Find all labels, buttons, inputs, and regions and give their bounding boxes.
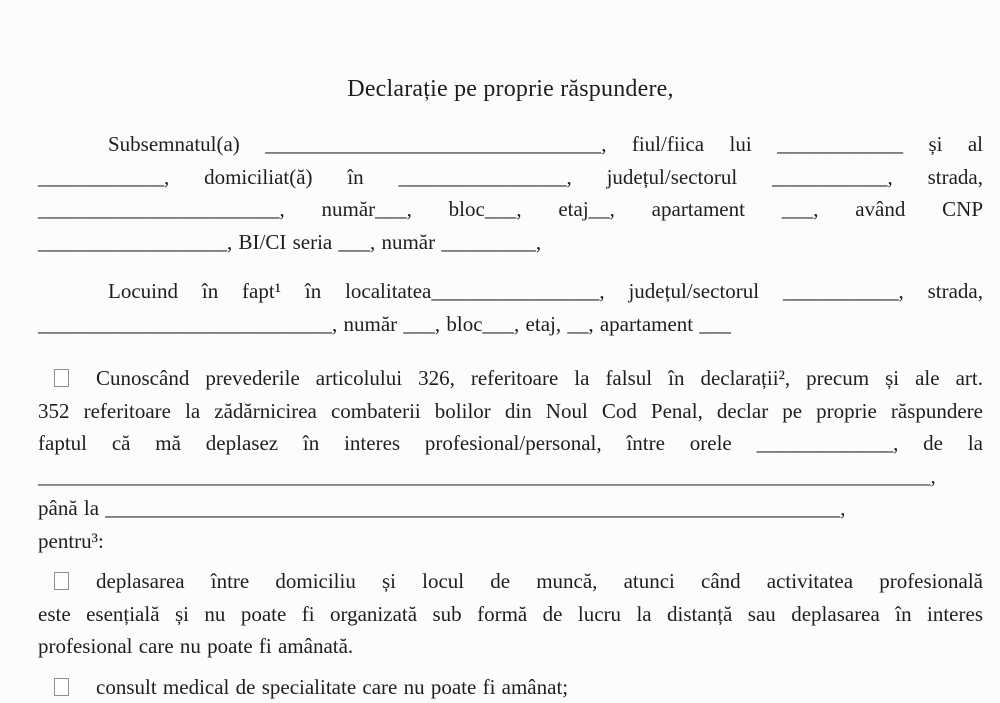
form-line-cunoscand-text: Cunoscând prevederile articolului 326, referitoare la falsul în declarații², precum și ale art. [96, 366, 983, 390]
empty-checkbox-icon[interactable] [54, 678, 69, 696]
form-line-domiciliat: ____________, domiciliat(ă) în ________________, județul/sectorul ___________, strada, [38, 161, 983, 194]
form-line-esentiala: este esențială și nu poate fi organizată sub formă de lucru la distanță sau deplasarea în interes [38, 598, 983, 631]
form-line-cunoscand [38, 362, 983, 395]
form-line-bici: __________________, BI/CI seria ___, număr _________, [38, 226, 983, 259]
form-line-consult-text: consult medical de specialitate care nu poate fi amânat; [96, 675, 568, 699]
form-line-pentru: pentru³: [38, 525, 983, 558]
empty-checkbox-icon[interactable] [54, 369, 69, 387]
form-line-pana-la: până la ______________________________________________________________________, [38, 492, 983, 525]
form-blank-line-full: _____________________________________________________________________________________, [38, 460, 983, 493]
form-line-adresa: _______________________, număr___, bloc___, etaj__, apartament ___, având CNP [38, 193, 983, 226]
empty-checkbox-icon[interactable] [54, 572, 69, 590]
form-line-subsemnatul: Subsemnatul(a) ________________________________, fiul/fiica lui ____________ și al [38, 128, 983, 161]
form-line-locuind: Locuind în fapt¹ în localitatea________________, județul/sectorul ___________, strada, [38, 275, 983, 308]
form-line-deplasarea-text: deplasarea între domiciliu și locul de muncă, atunci când activitatea profesională [96, 569, 983, 593]
form-line-locuind-adresa: ____________________________, număr ___, bloc___, etaj, __, apartament ___ [38, 308, 983, 341]
form-line-profesional: profesional care nu poate fi amânată. [38, 630, 983, 663]
document-title: Declarație pe proprie răspundere, [38, 74, 983, 104]
form-line-352: 352 referitoare la zădărnicirea combaterii bolilor din Noul Cod Penal, declar pe proprie răspundere [38, 395, 983, 428]
form-line-faptul: faptul că mă deplasez în interes profesional/personal, între orele _____________, de la [38, 427, 983, 460]
form-line-deplasarea [38, 565, 983, 598]
form-line-consult [38, 671, 983, 703]
